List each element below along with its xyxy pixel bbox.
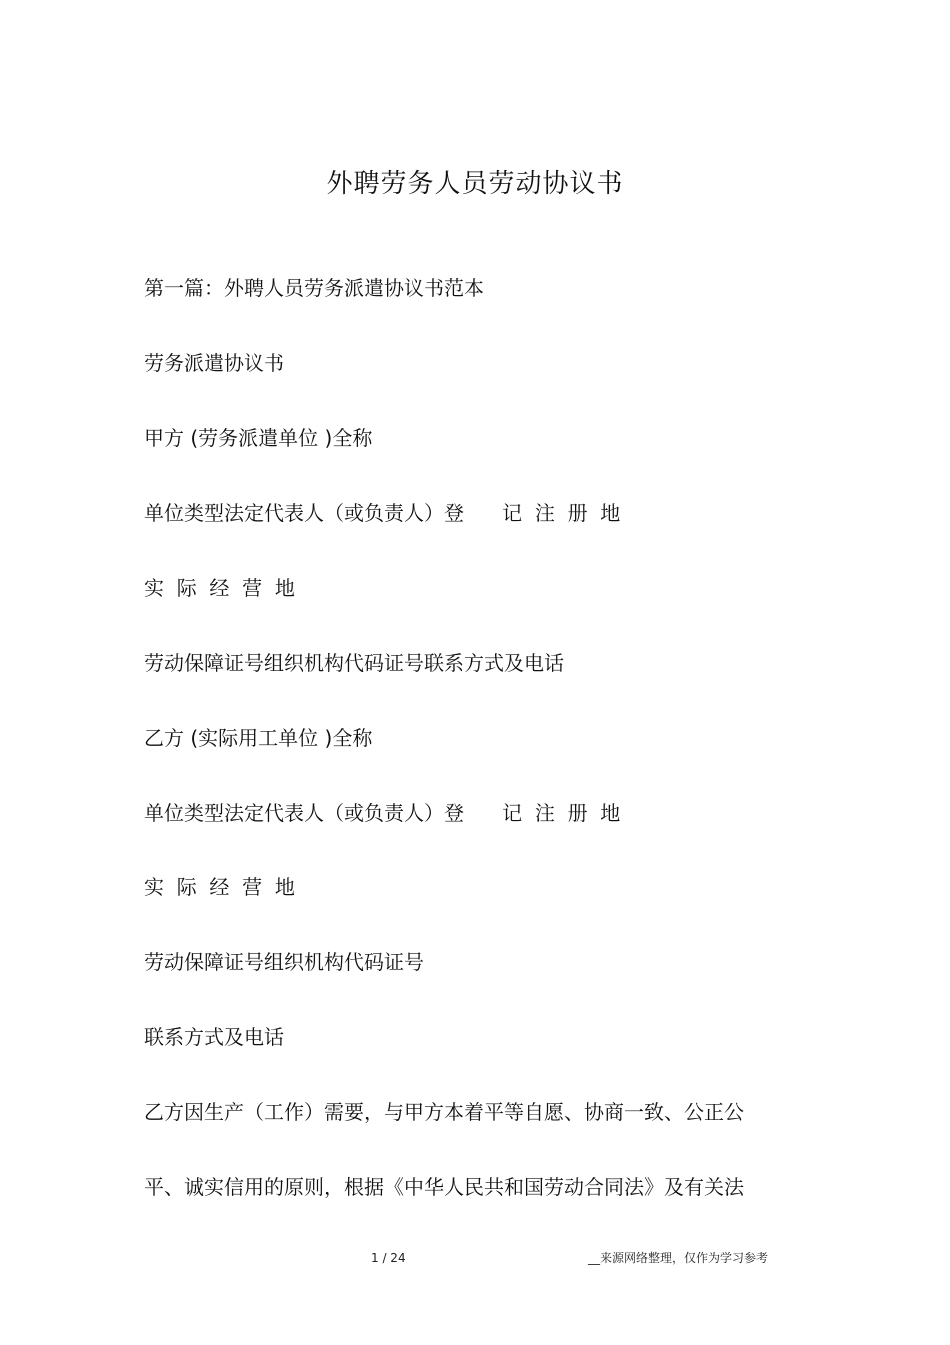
party-b-license-line: 劳动保障证号组织机构代码证号: [144, 950, 424, 974]
party-a-type-line: 单位类型法定代表人（或负责人）登 记 注 册 地: [144, 501, 621, 525]
section-heading: 第一篇：外聘人员劳务派遣协议书范本: [144, 276, 484, 300]
footer-note: __来源网络整理，仅作为学习参考: [588, 1251, 769, 1265]
party-a-license-line: 劳动保障证号组织机构代码证号联系方式及电话: [144, 651, 564, 675]
agreement-name: 劳务派遣协议书: [144, 351, 284, 375]
party-b-type-line: 单位类型法定代表人（或负责人）登 记 注 册 地: [144, 801, 621, 825]
party-a-name-line: 甲方 (劳务派遣单位 )全称: [144, 426, 373, 450]
party-b-address-line: 实 际 经 营 地: [144, 875, 295, 899]
body-paragraph-line: 平、诚实信用的原则，根据《中华人民共和国劳动合同法》及有关法: [144, 1175, 744, 1199]
party-b-contact-line: 联系方式及电话: [144, 1025, 284, 1049]
party-a-address-line: 实 际 经 营 地: [144, 576, 295, 600]
page-number: 1 / 24: [371, 1251, 406, 1265]
party-b-name-line: 乙方 (实际用工单位 )全称: [144, 726, 373, 750]
body-paragraph-line: 乙方因生产（工作）需要，与甲方本着平等自愿、协商一致、公正公: [144, 1100, 744, 1124]
document-title: 外聘劳务人员劳动协议书: [326, 169, 624, 199]
